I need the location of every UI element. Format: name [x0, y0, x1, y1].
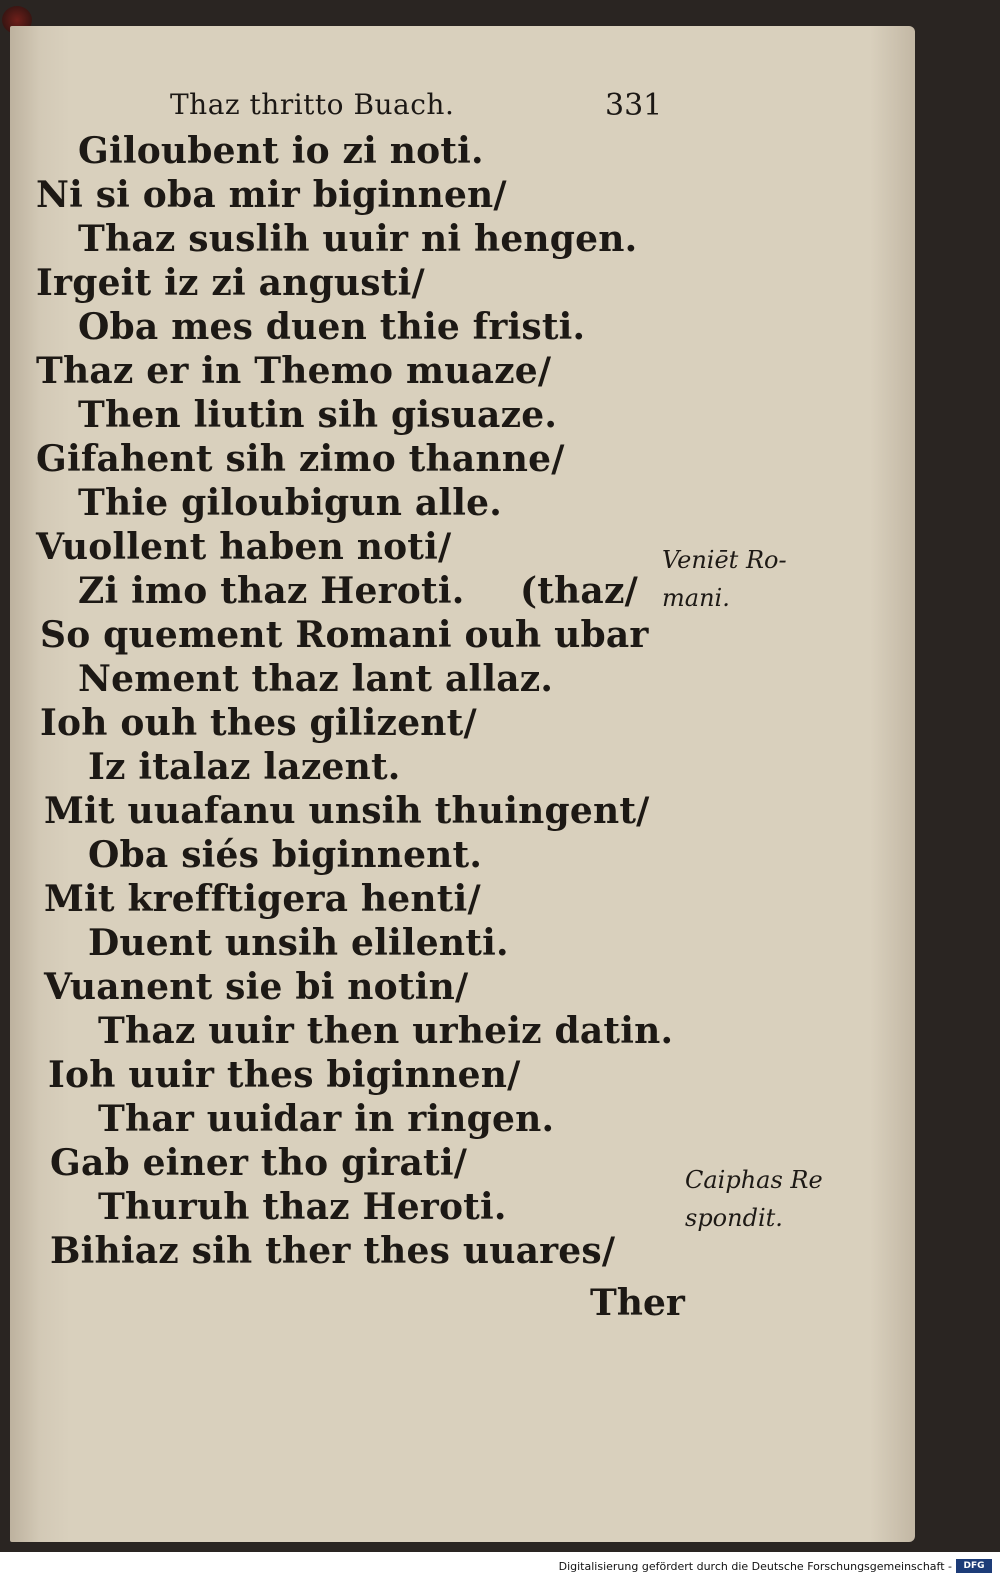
verse-line: Thar uuidar in ringen.	[98, 1098, 555, 1140]
running-head: Thaz thritto Buach.	[170, 88, 455, 121]
verse-line: Nement thaz lant allaz.	[78, 658, 554, 700]
verse-line: Thaz er in Themo muaze/	[36, 350, 552, 392]
verse-line: Zi imo thaz Heroti.	[78, 570, 465, 612]
verse-line: Gifahent sih zimo thanne/	[36, 438, 565, 480]
marginal-note-line: spondit.	[685, 1204, 783, 1232]
footer-credit: Digitalisierung gefördert durch die Deutsche Forschungsgemeinschaft -	[558, 1560, 952, 1573]
marginal-note-line: Veniēt Ro-	[662, 546, 787, 574]
footer-bar	[0, 1552, 1000, 1582]
verse-line: So quement Romani ouh ubar	[40, 614, 649, 656]
verse-line: Thaz uuir then urheiz datin.	[98, 1010, 674, 1052]
verse-line: Ni si oba mir biginnen/	[36, 174, 507, 216]
verse-line: Vuollent haben noti/	[36, 526, 452, 568]
verse-line: Vuanent sie bi notin/	[44, 966, 469, 1008]
turnover-word: (thaz/	[520, 570, 638, 612]
verse-line: Mit uuafanu unsih thuingent/	[44, 790, 650, 832]
verse-line: Iz italaz lazent.	[88, 746, 401, 788]
verse-line: Irgeit iz zi angusti/	[36, 262, 425, 304]
catchword: Ther	[590, 1282, 685, 1324]
verse-line: Duent unsih elilenti.	[88, 922, 509, 964]
dfg-logo: DFG	[956, 1559, 992, 1573]
verse-line: Mit krefftigera henti/	[44, 878, 481, 920]
verse-line: Bihiaz sih ther thes uuares/	[50, 1230, 616, 1272]
verse-line: Ioh uuir thes biginnen/	[48, 1054, 521, 1096]
marginal-note-line: Caiphas Re	[685, 1166, 823, 1194]
verse-line: Thaz suslih uuir ni hengen.	[78, 218, 638, 260]
verse-line: Thuruh thaz Heroti.	[98, 1186, 507, 1228]
verse-line: Gab einer tho girati/	[50, 1142, 468, 1184]
verse-line: Giloubent io zi noti.	[78, 130, 484, 172]
verse-line: Oba mes duen thie fristi.	[78, 306, 586, 348]
verse-line: Thie giloubigun alle.	[78, 482, 503, 524]
verse-line: Oba siés biginnent.	[88, 834, 483, 876]
verse-line: Then liutin sih gisuaze.	[78, 394, 558, 436]
marginal-note-line: mani.	[662, 584, 730, 612]
page-number: 331	[605, 88, 663, 123]
verse-line: Ioh ouh thes gilizent/	[40, 702, 477, 744]
